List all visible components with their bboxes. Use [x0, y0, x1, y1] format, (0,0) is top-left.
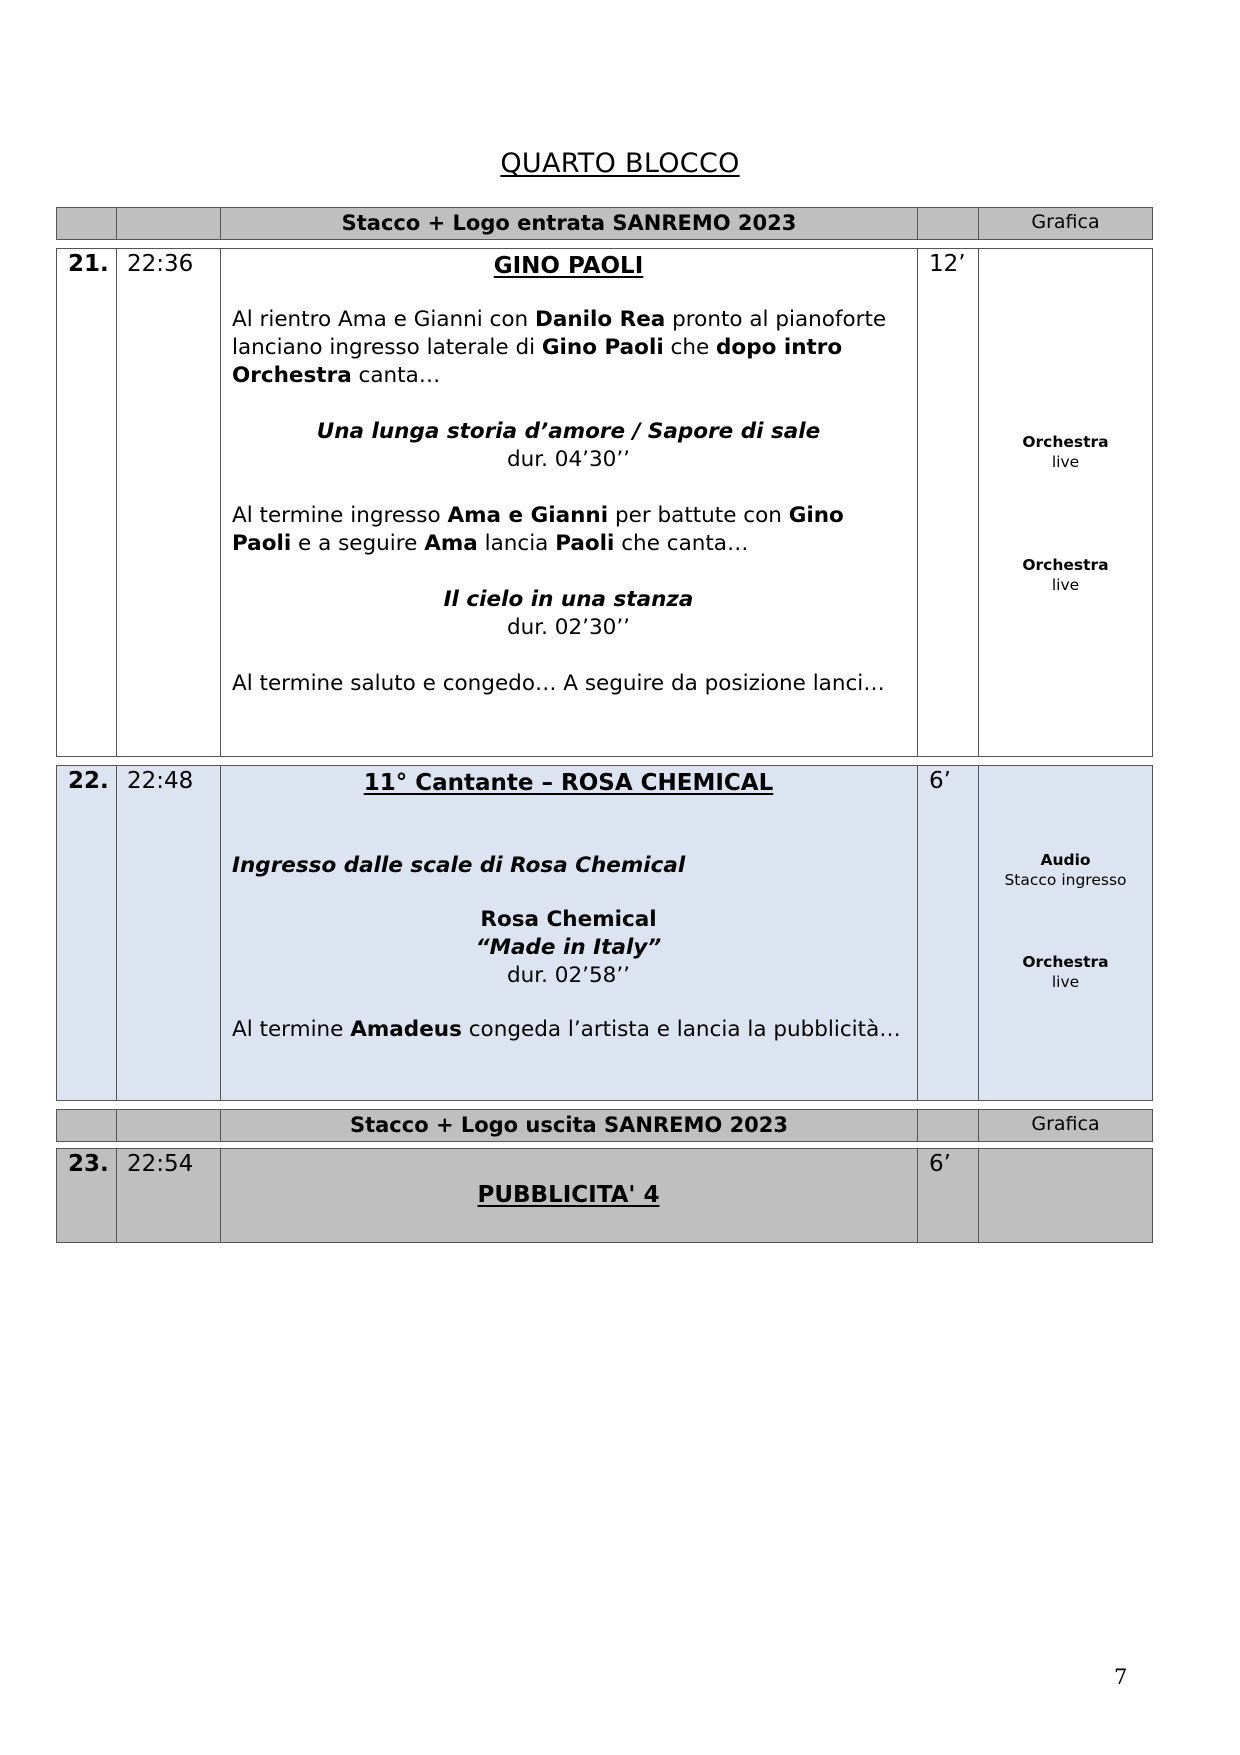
page-number: 7	[1114, 1665, 1128, 1689]
note	[979, 850, 1152, 890]
item-heading: PUBBLICITA' 4	[477, 1182, 660, 1208]
item-duration: 12’	[918, 249, 979, 756]
text: Al termine	[232, 1017, 351, 1042]
item-heading: GINO PAOLI	[493, 253, 644, 279]
rundown-item-23	[56, 1148, 1153, 1243]
text: che	[663, 335, 717, 360]
empty-cell	[918, 208, 979, 239]
item-duration: 6’	[918, 766, 979, 1100]
entry-note: Ingresso dalle scale di Rosa Chemical	[232, 853, 686, 878]
segment-label: Stacco + Logo uscita SANREMO 2023	[221, 1110, 918, 1141]
artist-name: Rosa Chemical	[480, 907, 657, 932]
bold-text: Danilo Rea	[535, 307, 666, 332]
rundown-item-21	[56, 248, 1153, 757]
block-title: QUARTO BLOCCO	[500, 148, 740, 179]
item-number: 21.	[57, 249, 117, 756]
text: Al termine ingresso	[232, 503, 448, 528]
item-time: 22:54	[117, 1149, 221, 1242]
text: che canta…	[614, 531, 749, 556]
note-text: live	[1051, 576, 1080, 594]
text: e a seguire	[291, 531, 425, 556]
song-duration: dur. 02’58’’	[506, 963, 631, 988]
text: pronto al pianoforte lanciano ingresso laterale di	[232, 307, 887, 360]
empty-cell	[117, 208, 221, 239]
bold-text: Ama e Gianni	[447, 503, 609, 528]
segment-label: Stacco + Logo entrata SANREMO 2023	[221, 208, 918, 239]
note	[979, 432, 1152, 472]
graphic-label: Grafica	[1031, 1113, 1100, 1135]
segment-header-entrance	[56, 207, 1153, 240]
bold-text: Gino Paoli	[541, 335, 664, 360]
text: lancia	[477, 531, 556, 556]
rundown-item-22	[56, 765, 1153, 1101]
item-content	[221, 1149, 918, 1242]
paragraph	[232, 306, 905, 390]
item-heading: 11° Cantante – ROSA CHEMICAL	[363, 770, 774, 796]
segment-header-exit	[56, 1109, 1153, 1142]
empty-cell	[57, 1110, 117, 1141]
text: per battute con	[608, 503, 789, 528]
item-duration: 6’	[918, 1149, 979, 1242]
note-text: live	[1051, 973, 1080, 991]
text: congeda l’artista e lancia la pubblicità…	[461, 1017, 901, 1042]
text: Al rientro Ama e Gianni con	[232, 307, 535, 332]
item-time: 22:48	[117, 766, 221, 1100]
item-content	[221, 249, 918, 756]
song-title: Il cielo in una stanza	[443, 587, 694, 612]
notes-cell	[979, 1149, 1152, 1242]
bold-text: Amadeus	[350, 1017, 462, 1042]
item-number: 23.	[57, 1149, 117, 1242]
note	[979, 952, 1152, 992]
item-content	[221, 766, 918, 1100]
note-title: Orchestra	[1022, 433, 1109, 451]
empty-cell	[918, 1110, 979, 1141]
paragraph	[232, 1016, 905, 1044]
note-title: Orchestra	[1022, 556, 1109, 574]
bold-text: Ama	[424, 531, 478, 556]
note-text: live	[1051, 453, 1080, 471]
item-number: 22.	[57, 766, 117, 1100]
empty-cell	[57, 208, 117, 239]
note	[979, 555, 1152, 595]
note-text: Stacco ingresso	[1004, 871, 1127, 889]
item-time: 22:36	[117, 249, 221, 756]
song-title: “Made in Italy”	[475, 935, 662, 960]
song-duration: dur. 02’30’’	[506, 615, 631, 640]
song-duration: dur. 04’30’’	[506, 447, 631, 472]
note-title: Orchestra	[1022, 953, 1109, 971]
song-title: Una lunga storia d’amore / Sapore di sale	[316, 419, 821, 444]
paragraph: Al termine saluto e congedo… A seguire da posizione lanci…	[232, 671, 885, 696]
graphic-label: Grafica	[1031, 211, 1100, 233]
notes-cell	[979, 249, 1152, 756]
text: canta…	[351, 363, 441, 388]
bold-text: Gino Paoli	[232, 503, 844, 556]
empty-cell	[117, 1110, 221, 1141]
notes-cell	[979, 766, 1152, 1100]
note-title: Audio	[1040, 851, 1091, 869]
paragraph	[232, 502, 905, 558]
bold-text: dopo intro Orchestra	[232, 335, 843, 388]
bold-text: Paoli	[555, 531, 615, 556]
